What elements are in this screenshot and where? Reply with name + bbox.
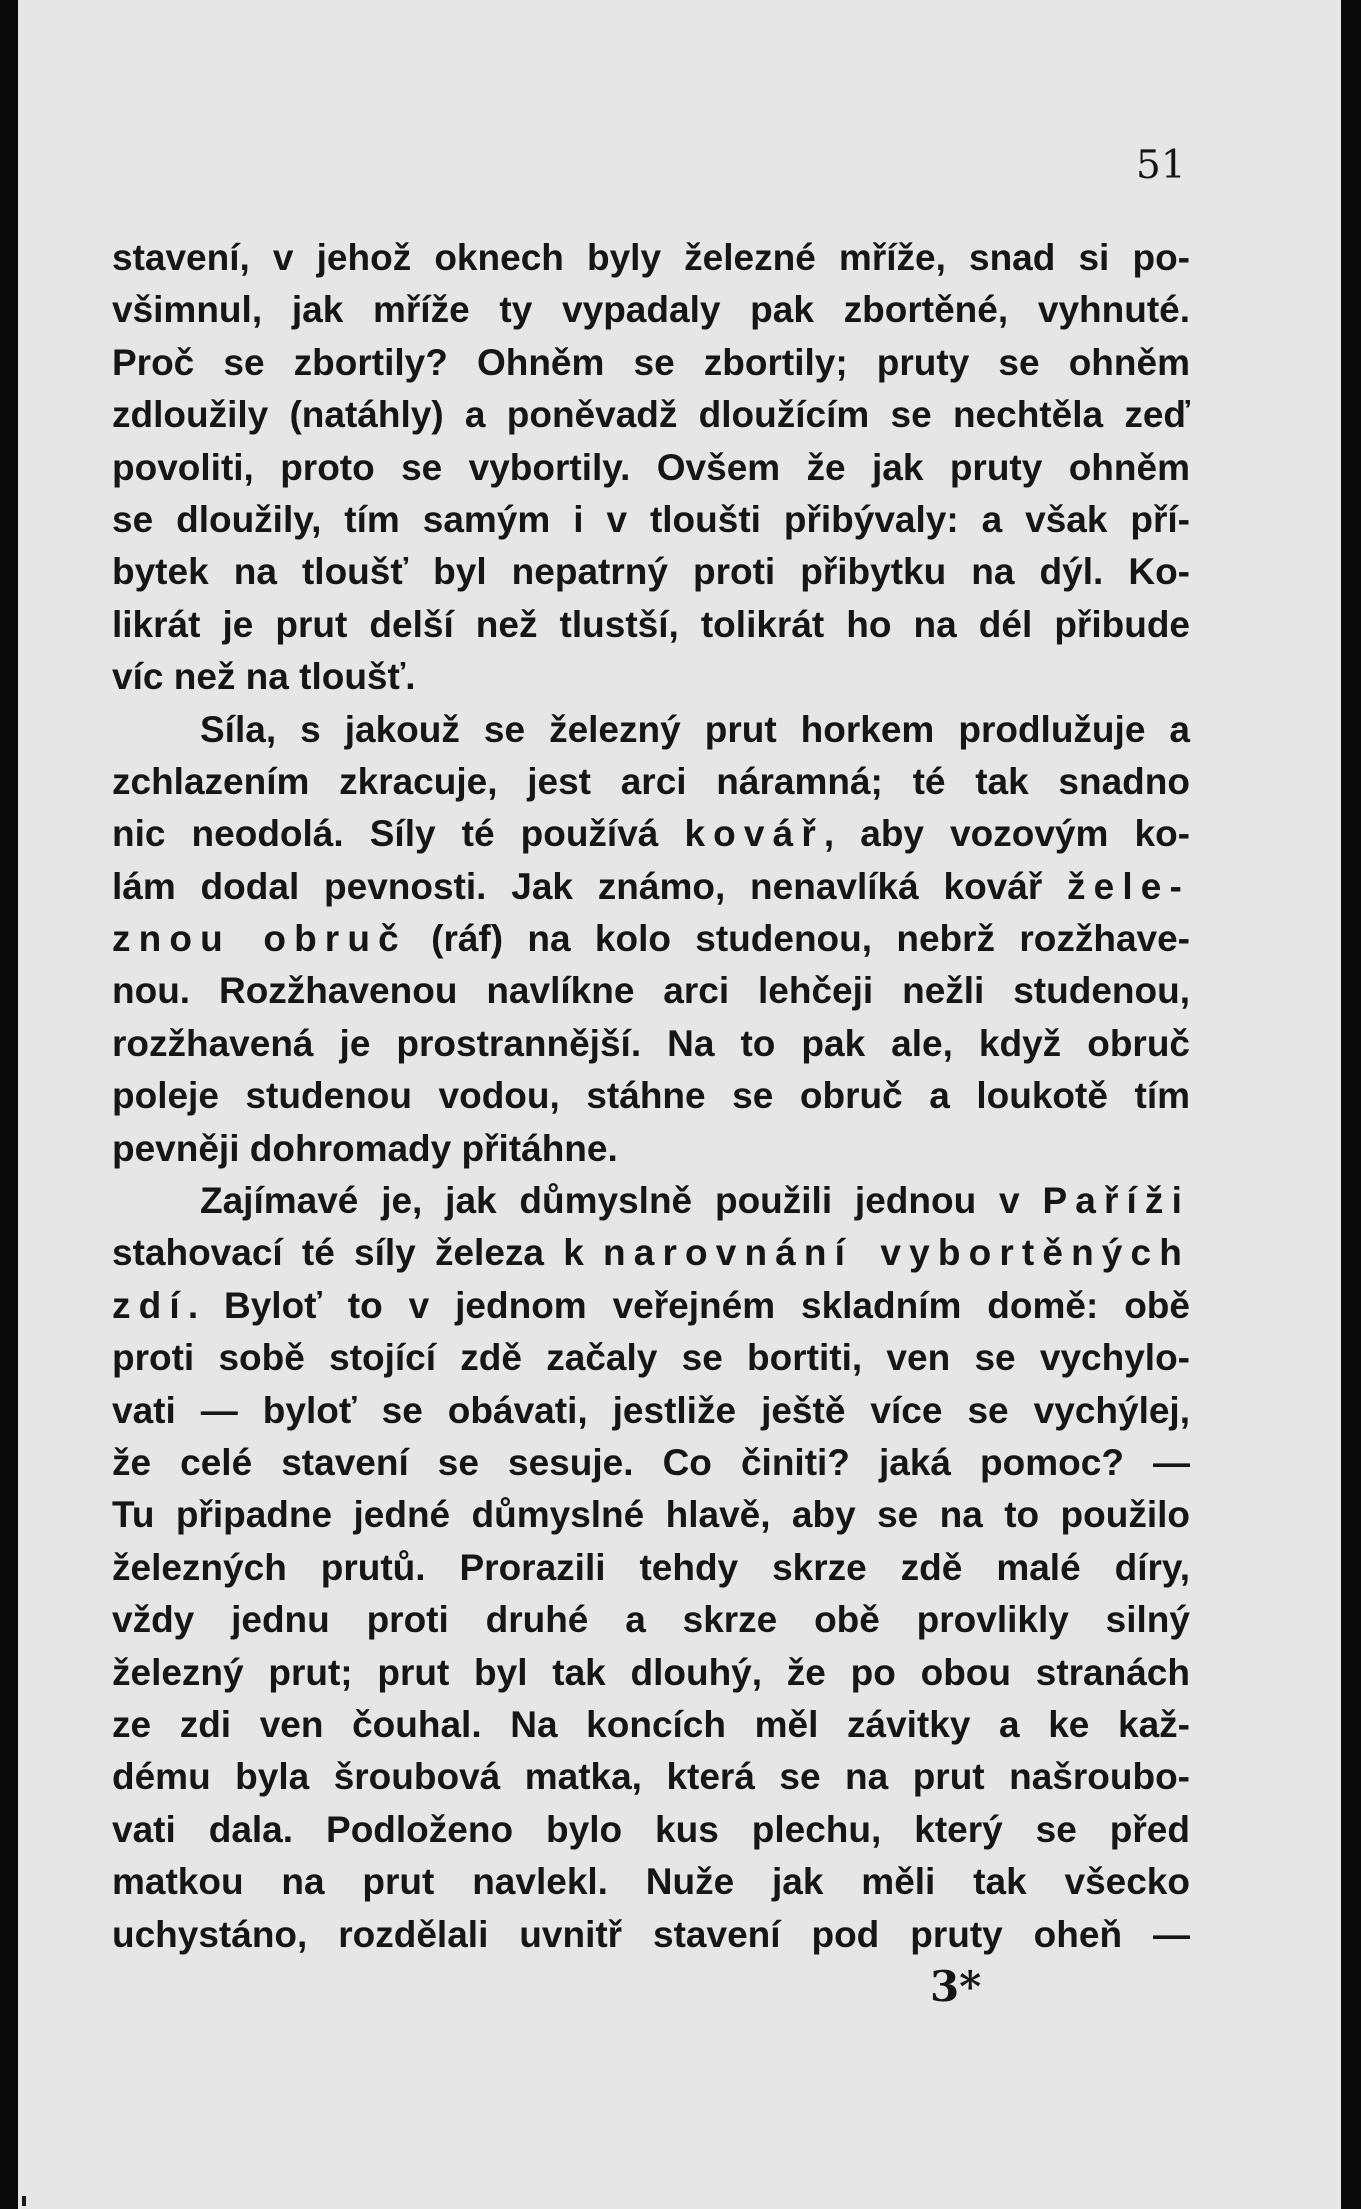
text-line <box>112 913 1190 965</box>
text-line <box>112 1437 1190 1489</box>
text-segment: nou. Rozžhavenou navlíkne arci lehčeji nežli studenou, <box>112 970 1190 1012</box>
text-line <box>112 1542 1190 1594</box>
spaced-emphasis: zdí <box>112 1284 188 1326</box>
text-segment: zdloužily (natáhly) a poněvadž dloužícím se nechtěla zeď <box>112 394 1190 436</box>
text-line <box>112 965 1190 1017</box>
text-line <box>112 337 1190 389</box>
text-line <box>112 1909 1190 1961</box>
text-line <box>112 1332 1190 1384</box>
scan-right-edge <box>1341 0 1361 2209</box>
text-segment: Síla, s jakouž se železný prut horkem prodlužuje a <box>200 708 1190 750</box>
text-line <box>112 232 1190 284</box>
text-segment: povoliti, proto se vybortily. Ovšem že jak pruty ohněm <box>112 446 1190 488</box>
text-segment: (ráf) na kolo studenou, nebrž rozžhave- <box>406 918 1191 960</box>
text-line <box>112 651 1190 703</box>
page-number: 51 <box>1136 143 1186 188</box>
text-segment: lám dodal pevnosti. Jak známo, nenavlíká kovář <box>112 865 1068 907</box>
text-line <box>112 1856 1190 1908</box>
spaced-emphasis: kovář <box>684 813 824 855</box>
text-line <box>112 1280 1190 1332</box>
text-segment: , aby vozovým ko- <box>823 813 1190 855</box>
text-segment: uchystáno, rozdělali uvnitř stavení pod pruty oheň — <box>112 1913 1190 1955</box>
text-line <box>112 389 1190 441</box>
text-line <box>112 599 1190 651</box>
text-line <box>112 1018 1190 1070</box>
text-line <box>112 1123 1190 1175</box>
text-line <box>112 756 1190 808</box>
spaced-emphasis: žele- <box>1067 865 1190 907</box>
book-page <box>18 0 1341 2209</box>
text-segment: vati — byloť se obávati, jestliže ještě více se vychýlej, <box>112 1389 1190 1431</box>
text-segment: se dloužily, tím samým i v tloušti přibývaly: a však pří- <box>112 498 1190 540</box>
text-segment: proti sobě stojící zdě začaly se bortiti, ven se vychylo- <box>112 1337 1190 1379</box>
text-line <box>112 1489 1190 1541</box>
text-segment: všimnul, jak mříže ty vypadaly pak zbortěné, vyhnuté. <box>112 289 1190 331</box>
scan-artifact <box>22 2196 26 2206</box>
text-segment: že celé stavení se sesuje. Co činiti? jaká pomoc? — <box>112 1441 1190 1483</box>
text-line <box>112 1227 1190 1279</box>
text-line <box>112 704 1190 756</box>
text-segment: stavení, v jehož oknech byly železné mříže, snad si po- <box>112 237 1190 278</box>
text-line <box>112 808 1190 860</box>
text-line <box>112 1751 1190 1803</box>
text-segment: ze zdi ven čouhal. Na koncích měl závitky a ke kaž- <box>112 1703 1190 1745</box>
spaced-emphasis: narovnání vybortěných <box>603 1232 1190 1274</box>
text-line <box>112 1175 1190 1227</box>
text-segment: bytek na tloušť byl nepatrný proti přibytku na dýl. Ko- <box>112 551 1190 593</box>
spaced-emphasis: znou obruč <box>112 918 407 960</box>
text-segment: poleje studenou vodou, stáhne se obruč a loukotě tím <box>112 1075 1190 1117</box>
text-segment: železný prut; prut byl tak dlouhý, že po obou stranách <box>112 1651 1190 1693</box>
text-line <box>112 1647 1190 1699</box>
paragraph <box>112 1175 1190 1961</box>
scan-left-edge <box>0 0 18 2209</box>
text-segment: železných prutů. Prorazili tehdy skrze zdě malé díry, <box>112 1546 1190 1588</box>
paragraph <box>112 704 1190 1176</box>
text-line <box>112 1699 1190 1751</box>
text-line <box>112 1385 1190 1437</box>
text-line <box>112 494 1190 546</box>
text-segment: víc než na tloušť. <box>112 656 416 698</box>
text-segment: Tu připadne jedné důmyslné hlavě, aby se na to použilo <box>112 1494 1190 1536</box>
text-line <box>112 1804 1190 1856</box>
text-segment: rozžhavená je prostrannější. Na to pak ale, když obruč <box>112 1022 1190 1064</box>
text-line <box>112 1070 1190 1122</box>
text-line <box>112 1594 1190 1646</box>
text-line <box>112 284 1190 336</box>
text-segment: stahovací té síly železa k <box>112 1232 603 1274</box>
text-segment: dému byla šroubová matka, která se na prut našroubo- <box>112 1756 1190 1798</box>
text-segment: zchlazením zkracuje, jest arci náramná; té tak snadno <box>112 760 1190 802</box>
printer-signature-mark: 3* <box>930 1962 982 2011</box>
text-segment: vždy jednu proti druhé a skrze obě provlikly silný <box>112 1599 1190 1641</box>
text-segment: pevněji dohromady přitáhne. <box>112 1127 618 1169</box>
text-segment: Zajímavé je, jak důmyslně použili jednou v <box>200 1180 1043 1222</box>
text-segment: matkou na prut navlekl. Nuže jak měli tak všecko <box>112 1861 1190 1903</box>
text-line <box>112 861 1190 913</box>
paragraph <box>112 232 1190 704</box>
body-text <box>112 232 1190 1961</box>
text-segment: . Byloť to v jednom veřejném skladním domě: obě <box>187 1284 1190 1326</box>
text-line <box>112 546 1190 598</box>
text-segment: nic neodolá. Síly té používá <box>112 813 685 855</box>
text-line <box>112 442 1190 494</box>
text-segment: likrát je prut delší než tlustší, tolikrát ho na dél přibude <box>112 603 1190 645</box>
text-segment: Proč se zbortily? Ohněm se zbortily; pruty se ohněm <box>112 341 1190 383</box>
text-segment: vati dala. Podloženo bylo kus plechu, který se před <box>112 1808 1190 1850</box>
spaced-emphasis: Paříži <box>1042 1180 1190 1222</box>
